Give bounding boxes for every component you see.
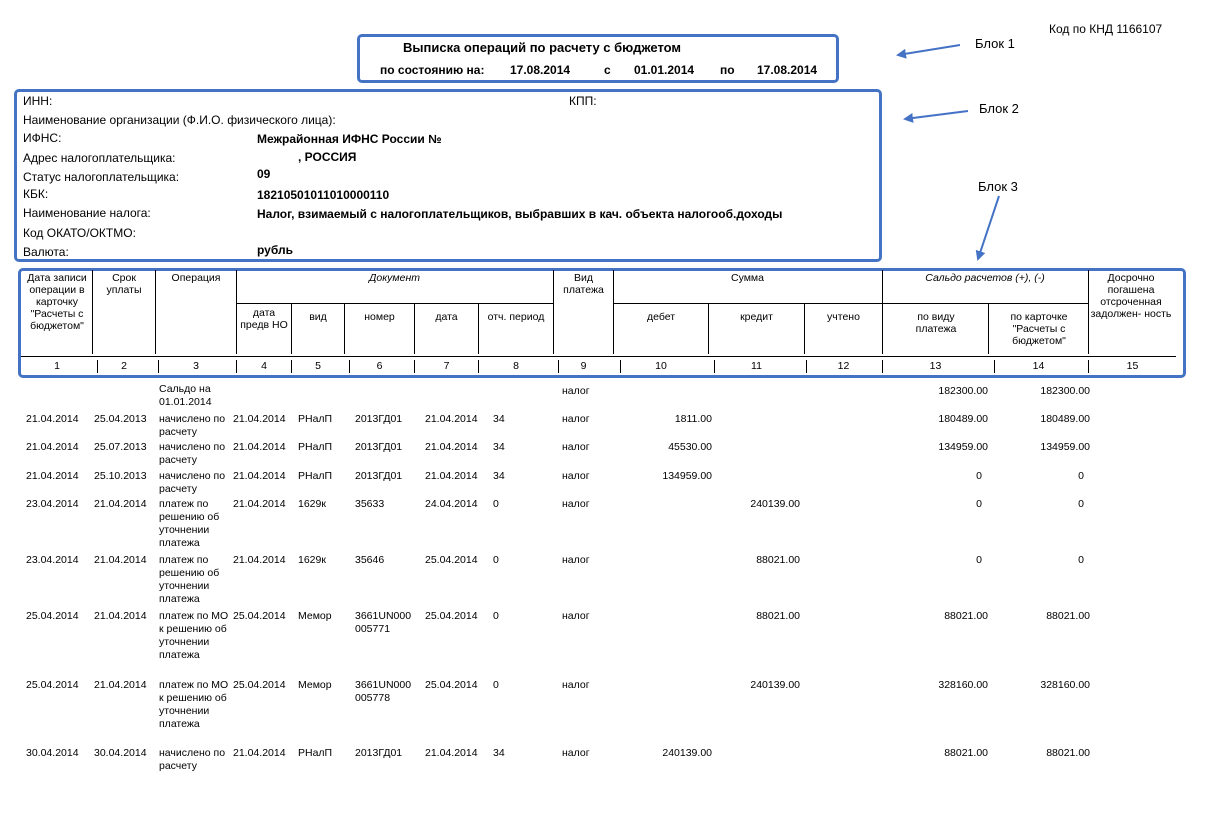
status-value: 09: [257, 167, 271, 181]
hdr-credit: кредит: [740, 311, 773, 323]
cell-doc-type: РНалП: [298, 747, 333, 759]
cell-pay-type: налог: [562, 747, 590, 759]
cell-doc-type: Мемор: [298, 679, 332, 691]
num-tick: [349, 360, 350, 373]
cell-prelim-date: 21.04.2014: [233, 413, 286, 425]
cell-credit: 88021.00: [756, 554, 800, 566]
num-tick: [1088, 360, 1089, 373]
cell-doc-type: 1629к: [298, 498, 326, 510]
callout-block-1: Блок 1: [975, 36, 1015, 51]
cell-doc-number: 2013ГД01: [355, 470, 403, 482]
callout-block-3: Блок 3: [978, 179, 1018, 194]
col-num: 7: [443, 360, 450, 372]
cell-due-date: 30.04.2014: [94, 747, 147, 759]
address-label: Адрес налогоплательщика:: [23, 151, 176, 165]
num-tick: [882, 360, 883, 373]
cell-doc-date: 21.04.2014: [425, 747, 478, 759]
cell-saldo-card: 0: [1078, 554, 1084, 566]
hdr-doc-date: дата: [435, 311, 458, 323]
cell-doc-date: 25.04.2014: [425, 610, 478, 622]
cell-debit: 1811.00: [674, 413, 712, 425]
cell-prelim-date: 21.04.2014: [233, 747, 286, 759]
from-date: 01.01.2014: [634, 63, 695, 77]
cell-saldo-type: 0: [976, 470, 982, 482]
okato-label: Код ОКАТО/ОКТМО:: [23, 226, 136, 240]
cell-due-date: 21.04.2014: [94, 610, 147, 622]
cell-record-date: 21.04.2014: [26, 441, 79, 453]
col-num: 15: [1126, 360, 1139, 372]
cell-operation: платеж по МО к решению об уточнении платежа: [159, 610, 229, 661]
cell-doc-type: 1629к: [298, 554, 326, 566]
col-num: 2: [121, 360, 127, 372]
row-sep: [613, 303, 1088, 304]
cell-doc-number: 35646: [355, 554, 385, 566]
row-sep: [21, 356, 1176, 357]
col-num: 1: [54, 360, 60, 372]
cell-record-date: 23.04.2014: [26, 498, 79, 510]
arrow-block-3: [978, 196, 999, 259]
cell-operation: платеж по решению об уточнении платежа: [159, 554, 220, 605]
cell-record-date: 21.04.2014: [26, 413, 79, 425]
cell-record-date: 23.04.2014: [26, 554, 79, 566]
cell-doc-date: 21.04.2014: [425, 470, 478, 482]
callout-block-2: Блок 2: [979, 101, 1019, 116]
cell-prelim-date: 21.04.2014: [233, 470, 286, 482]
hdr-saldo-by-card: по карточке "Расчеты с бюджетом": [1010, 311, 1068, 347]
cell-pay-type: налог: [562, 441, 590, 453]
hdr-doc-type: вид: [309, 311, 327, 323]
cell-due-date: 25.07.2013: [94, 441, 147, 453]
cell-doc-date: 24.04.2014: [425, 498, 478, 510]
cell-saldo-type: 88021.00: [944, 747, 988, 759]
cell-saldo-type: 0: [976, 498, 982, 510]
cell-due-date: 21.04.2014: [94, 498, 147, 510]
col-num: 10: [655, 360, 667, 372]
cell-record-date: 25.04.2014: [26, 610, 79, 622]
num-tick: [158, 360, 159, 373]
hdr-sum: Сумма: [731, 272, 764, 284]
cell-doc-type: Мемор: [298, 610, 332, 622]
cell-operation: платеж по решению об уточнении платежа: [159, 498, 220, 549]
cell-pay-type: налог: [562, 610, 590, 622]
kpp-label: КПП:: [569, 94, 597, 108]
cell-period: 0: [493, 679, 499, 691]
from-label: с: [604, 63, 611, 77]
cell-period: 34: [493, 470, 505, 482]
num-tick: [414, 360, 415, 373]
num-tick: [994, 360, 995, 373]
hdr-early-repaid: Досрочно погашена отсроченная задолжен- ность: [1090, 272, 1172, 320]
cell-prelim-date: 21.04.2014: [233, 554, 286, 566]
hdr-operation: Операция: [171, 272, 221, 284]
cell-pay-type: налог: [562, 679, 590, 691]
cell-period: 0: [493, 610, 499, 622]
cell-prelim-date: 21.04.2014: [233, 498, 286, 510]
cell-operation: начислено по расчету: [159, 747, 226, 772]
cell-doc-number: 2013ГД01: [355, 441, 403, 453]
num-tick: [714, 360, 715, 373]
cell-saldo-type: 134959.00: [938, 441, 988, 453]
hdr-prelim-date: дата предв НО: [240, 307, 288, 331]
cell-period: 0: [493, 498, 499, 510]
cell-doc-type: РНалП: [298, 441, 333, 453]
ifns-value: Межрайонная ИФНС России №: [257, 132, 442, 146]
cell-saldo-card: 0: [1078, 498, 1084, 510]
knd-code: Код по КНД 1166107: [1049, 22, 1163, 36]
cell-debit: 45530.00: [668, 441, 712, 453]
num-tick: [97, 360, 98, 373]
cell-due-date: 21.04.2014: [94, 679, 147, 691]
cell-prelim-date: 21.04.2014: [233, 441, 286, 453]
cell-saldo-type: 0: [976, 554, 982, 566]
hdr-saldo: Сальдо расчетов (+), (-): [925, 272, 1045, 284]
cell-prelim-date: 25.04.2014: [233, 610, 286, 622]
tax-label: Наименование налога:: [23, 206, 151, 220]
col-num: 9: [580, 360, 587, 372]
col-num: 3: [193, 360, 199, 372]
cell-due-date: 25.10.2013: [94, 470, 147, 482]
cell-doc-date: 21.04.2014: [425, 441, 478, 453]
num-tick: [806, 360, 807, 373]
cell-doc-date: 25.04.2014: [425, 679, 478, 691]
col-num: 4: [261, 360, 267, 372]
col-num: 8: [513, 360, 519, 372]
ifns-label: ИФНС:: [23, 131, 62, 145]
cell-due-date: 25.04.2013: [94, 413, 147, 425]
hdr-due-date: Срок уплаты: [106, 272, 142, 296]
cell-saldo-card: 328160.00: [1040, 679, 1090, 691]
address-value: , РОССИЯ: [298, 150, 357, 164]
cell-saldo-type: 182300.00: [938, 385, 988, 397]
cell-due-date: 21.04.2014: [94, 554, 147, 566]
inn-label: ИНН:: [23, 94, 53, 108]
to-date: 17.08.2014: [757, 63, 818, 77]
cell-operation: начислено по расчету: [159, 413, 226, 438]
col-sep: [1088, 270, 1089, 354]
col-num: 11: [751, 360, 762, 372]
col-num: 13: [929, 360, 942, 372]
num-tick: [291, 360, 292, 373]
to-label: по: [720, 63, 735, 77]
cell-period: 34: [493, 413, 505, 425]
cell-period: 0: [493, 554, 499, 566]
cell-doc-number: 2013ГД01: [355, 413, 403, 425]
state-date: 17.08.2014: [510, 63, 571, 77]
hdr-doc-number: номер: [364, 311, 395, 323]
arrow-block-2: [905, 111, 968, 119]
col-sep: [155, 270, 156, 354]
cell-saldo-card: 88021.00: [1046, 610, 1090, 622]
cell-period: 34: [493, 747, 505, 759]
cell-saldo-card: 182300.00: [1040, 385, 1090, 397]
tax-value: Налог, взимаемый с налогоплательщиков, выбравших в кач. объекта налогооб.доходы: [257, 207, 783, 221]
cell-saldo-type: 328160.00: [938, 679, 988, 691]
col-num: 6: [376, 360, 383, 372]
col-num: 14: [1032, 360, 1045, 372]
org-label: Наименование организации (Ф.И.О. физического лица):: [23, 113, 336, 127]
hdr-record-date: Дата записи операции в карточку "Расчеты с бюджетом": [27, 272, 87, 332]
cell-doc-number: 35633: [355, 498, 385, 510]
row-sep: [236, 303, 553, 304]
kbk-label: КБК:: [23, 187, 49, 201]
col-num: 12: [837, 360, 850, 372]
cell-saldo-type: 180489.00: [938, 413, 988, 425]
cell-record-date: 30.04.2014: [26, 747, 79, 759]
cell-period: 34: [493, 441, 505, 453]
arrow-block-1: [898, 45, 960, 55]
num-tick: [236, 360, 237, 373]
cell-operation: Сальдо на 01.01.2014: [159, 383, 212, 408]
cell-doc-date: 21.04.2014: [425, 413, 478, 425]
cell-saldo-type: 88021.00: [944, 610, 988, 622]
cell-pay-type: налог: [562, 554, 590, 566]
cell-saldo-card: 88021.00: [1046, 747, 1090, 759]
cell-credit: 240139.00: [750, 679, 800, 691]
cell-record-date: 25.04.2014: [26, 679, 79, 691]
cell-prelim-date: 25.04.2014: [233, 679, 286, 691]
currency-value: рубль: [257, 243, 293, 257]
num-tick: [558, 360, 559, 373]
cell-operation: платеж по МО к решению об уточнении платежа: [159, 679, 229, 730]
status-label: Статус налогоплательщика:: [23, 170, 180, 184]
cell-debit: 240139.00: [662, 747, 712, 759]
num-tick: [478, 360, 479, 373]
hdr-saldo-by-type: по виду платежа: [915, 311, 957, 335]
col-sep: [92, 270, 93, 354]
cell-saldo-card: 134959.00: [1040, 441, 1090, 453]
cell-debit: 134959.00: [662, 470, 712, 482]
cell-operation: начислено по расчету: [159, 470, 226, 495]
hdr-debit: дебет: [646, 311, 676, 323]
num-tick: [620, 360, 621, 373]
cell-credit: 88021.00: [756, 610, 800, 622]
statement-title: Выписка операций по расчету с бюджетом: [403, 40, 682, 55]
cell-operation: начислено по расчету: [159, 441, 226, 466]
col-sep: [988, 303, 989, 354]
cell-doc-type: РНалП: [298, 413, 333, 425]
cell-credit: 240139.00: [750, 498, 800, 510]
cell-record-date: 21.04.2014: [26, 470, 79, 482]
kbk-value: 18210501011010000110: [257, 188, 390, 202]
cell-doc-number: 2013ГД01: [355, 747, 403, 759]
hdr-document: Документ: [368, 272, 420, 284]
cell-pay-type: налог: [562, 385, 590, 397]
hdr-accounted: учтено: [827, 311, 860, 323]
col-num: 5: [315, 360, 321, 372]
cell-pay-type: налог: [562, 498, 590, 510]
cell-doc-type: РНалП: [298, 470, 333, 482]
cell-doc-number: 3661UN000 005778: [355, 679, 412, 704]
cell-pay-type: налог: [562, 470, 590, 482]
hdr-report-period: отч. период: [487, 311, 545, 323]
cell-pay-type: налог: [562, 413, 590, 425]
cell-saldo-card: 180489.00: [1040, 413, 1090, 425]
cell-saldo-card: 0: [1078, 470, 1084, 482]
cell-doc-date: 25.04.2014: [425, 554, 478, 566]
cell-doc-number: 3661UN000 005771: [355, 610, 412, 635]
state-label: по состоянию на:: [380, 63, 485, 77]
currency-label: Валюта:: [23, 245, 69, 259]
hdr-payment-type: Вид платежа: [563, 272, 604, 296]
